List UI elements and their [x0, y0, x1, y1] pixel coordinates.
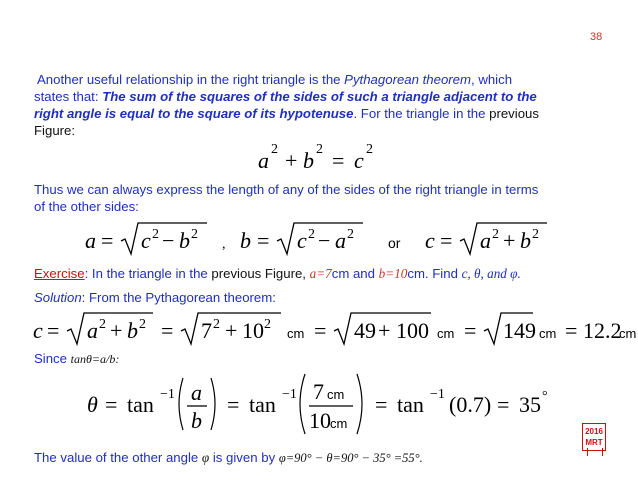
solution-label: Solution — [34, 290, 82, 305]
svg-text:tan: tan — [127, 392, 154, 417]
svg-text:(0.7): (0.7) — [449, 392, 492, 417]
svg-text:tan: tan — [249, 392, 276, 417]
svg-text:c: c — [425, 228, 435, 253]
svg-text:=: = — [101, 228, 114, 253]
svg-text:=: = — [227, 392, 240, 417]
svg-text:10: 10 — [309, 408, 331, 433]
svg-text:7: 7 — [201, 318, 212, 343]
page-number: 38 — [590, 31, 603, 43]
eq-b: b — [303, 148, 314, 173]
pythagorean-equation — [258, 140, 388, 172]
svg-text:2: 2 — [139, 317, 146, 332]
svg-text:cm: cm — [327, 387, 345, 402]
svg-text:cm: cm — [539, 326, 557, 341]
exercise-previous: previous Figure, — [211, 266, 306, 281]
eq-c: c — [354, 148, 364, 173]
badge-year: 2016 — [585, 427, 603, 436]
exercise-cm2: cm. Find — [407, 266, 462, 281]
svg-text:b: b — [191, 408, 202, 433]
svg-text:a: a — [85, 228, 96, 253]
intro-line-3 — [34, 105, 539, 122]
final-mid: is given by — [209, 450, 279, 465]
svg-text:2: 2 — [264, 317, 271, 332]
svg-text:2: 2 — [492, 227, 499, 242]
comma: , — [222, 237, 226, 252]
svg-text:b: b — [240, 228, 251, 253]
intro-previous: previous — [489, 106, 539, 121]
or-text: or — [388, 235, 401, 251]
intro-line-2 — [34, 88, 537, 105]
intro-figure: Figure: — [34, 123, 76, 138]
eq-a: a — [258, 148, 269, 173]
thus-line-2: of the other sides: — [34, 199, 139, 214]
svg-text:θ: θ — [87, 392, 98, 417]
svg-text:=: = — [497, 392, 510, 417]
svg-text:=: = — [565, 318, 578, 343]
final-line — [34, 449, 423, 467]
theorem-statement-2: right angle is equal to the square of its hypotenuse — [34, 106, 354, 121]
svg-text:cm: cm — [437, 326, 455, 341]
intro-text-end: , which — [471, 72, 513, 87]
svg-text:2: 2 — [347, 227, 354, 242]
svg-text:cm: cm — [619, 326, 637, 341]
solution-line — [34, 289, 276, 306]
svg-text:2: 2 — [191, 227, 198, 242]
final-text: The value of the other angle — [34, 450, 202, 465]
exercise-line — [34, 265, 521, 282]
svg-text:b: b — [520, 228, 531, 253]
since-label: Since — [34, 351, 71, 366]
svg-text:−: − — [318, 228, 331, 253]
svg-text:a: a — [480, 228, 491, 253]
mrt-badge — [582, 423, 606, 451]
theorem-statement-1: The sum of the squares of the sides of such a triangle adjacent to the — [102, 89, 537, 104]
exercise-b: b=10 — [378, 266, 408, 281]
svg-text:a: a — [87, 318, 98, 343]
final-expression: φ=90° − θ=90° − 35° =55°. — [278, 451, 423, 465]
svg-text:7: 7 — [313, 379, 324, 404]
side-formulas — [85, 214, 555, 260]
eq-exp: 2 — [271, 142, 278, 157]
svg-text:2: 2 — [532, 227, 539, 242]
svg-text:c: c — [33, 318, 43, 343]
svg-text:12.2: 12.2 — [583, 318, 622, 343]
exercise-find: c, θ, and φ. — [461, 266, 521, 281]
badge-org: MRT — [585, 438, 603, 447]
intro-text: Another useful relationship in the right triangle is the — [37, 72, 345, 87]
svg-text:−1: −1 — [430, 387, 445, 402]
svg-text:a: a — [335, 228, 346, 253]
svg-text:149: 149 — [503, 318, 536, 343]
exercise-a: a=7 — [309, 266, 332, 281]
intro-line-1 — [37, 71, 512, 88]
svg-text:cm: cm — [330, 416, 348, 431]
svg-text:2: 2 — [213, 317, 220, 332]
final-phi: φ — [201, 450, 210, 465]
svg-text:a: a — [191, 380, 202, 405]
svg-text:2: 2 — [99, 317, 106, 332]
svg-text:=: = — [161, 318, 174, 343]
intro-term: Pythagorean theorem — [344, 72, 471, 87]
solution-text: : From the Pythagorean theorem: — [81, 290, 276, 305]
intro-for: . For the triangle in the — [353, 106, 490, 121]
svg-text:+: + — [378, 318, 391, 343]
svg-text:−: − — [162, 228, 175, 253]
svg-text:2: 2 — [152, 227, 159, 242]
svg-text:=: = — [314, 318, 327, 343]
svg-text:c: c — [297, 228, 307, 253]
theta-equation — [87, 366, 557, 444]
svg-text:35: 35 — [519, 392, 541, 417]
eq-plus: + — [285, 148, 298, 173]
svg-text:100: 100 — [396, 318, 429, 343]
svg-text:−1: −1 — [282, 387, 297, 402]
svg-text:tan: tan — [397, 392, 424, 417]
svg-text:b: b — [179, 228, 190, 253]
thus-line-1: Thus we can always express the length of any of the sides of the right triangle in terms — [34, 182, 539, 197]
svg-text:10: 10 — [242, 318, 264, 343]
svg-text:+: + — [225, 318, 238, 343]
svg-text:=: = — [257, 228, 270, 253]
c-computation — [33, 306, 637, 350]
intro-states: states that: — [34, 89, 103, 104]
svg-text:+: + — [110, 318, 123, 343]
svg-text:c: c — [141, 228, 151, 253]
svg-text:=: = — [375, 392, 388, 417]
svg-text:=: = — [464, 318, 477, 343]
svg-text:b: b — [127, 318, 138, 343]
svg-text:+: + — [503, 228, 516, 253]
svg-text:49: 49 — [354, 318, 376, 343]
svg-text:=: = — [440, 228, 453, 253]
eq-equals: = — [332, 148, 345, 173]
exercise-cm1: cm and — [331, 266, 379, 281]
eq-exp: 2 — [366, 142, 373, 157]
svg-text:2: 2 — [308, 227, 315, 242]
exercise-text: : In the triangle in the — [84, 266, 212, 281]
eq-exp: 2 — [316, 142, 323, 157]
svg-text:cm: cm — [287, 326, 305, 341]
svg-text:°: ° — [542, 389, 548, 404]
since-tan: tanθ=a/b: — [70, 352, 120, 366]
exercise-label: Exercise — [34, 266, 85, 281]
svg-text:=: = — [47, 318, 60, 343]
svg-text:−1: −1 — [160, 387, 175, 402]
svg-text:=: = — [105, 392, 118, 417]
